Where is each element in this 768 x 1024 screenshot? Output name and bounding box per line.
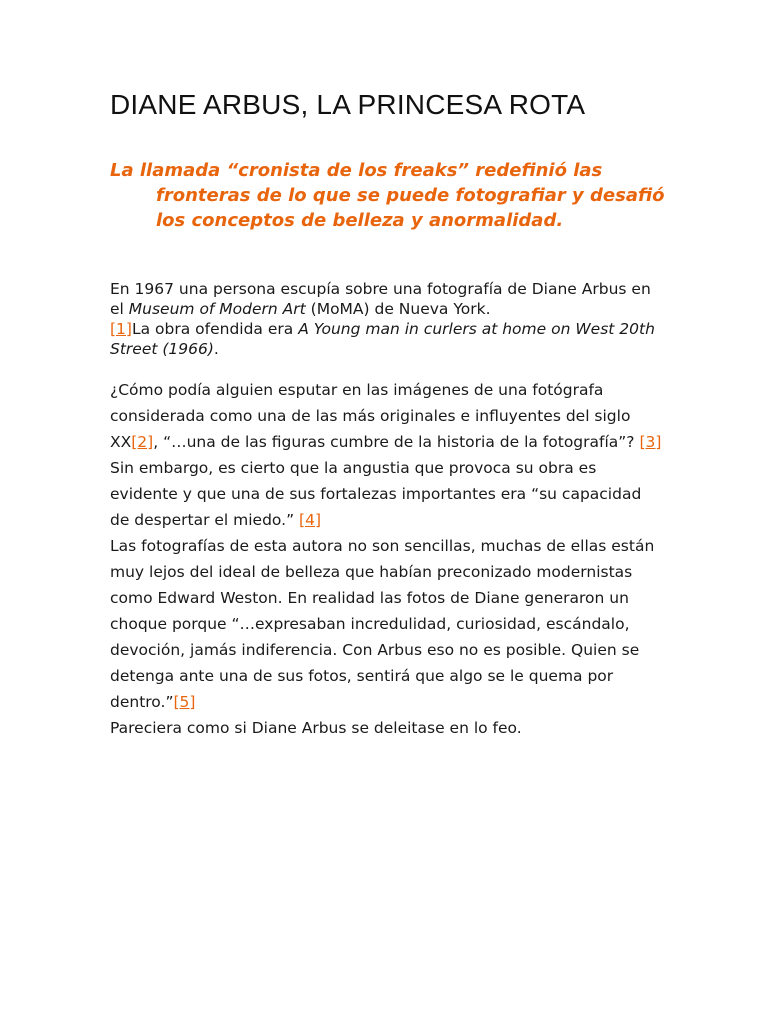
page-title: DIANE ARBUS, LA PRINCESA ROTA [110,89,586,120]
document-page [110,88,670,741]
intro-text-2: (MoMA) de Nueva York. [305,300,491,318]
body-text-5: Pareciera como si Diane Arbus se deleitase en lo feo. [110,719,522,737]
body-text-1: ¿Cómo podía alguien esputar en las imágenes de una fotógrafa considerada como una de las más originales e influyentes del siglo XX [110,381,631,451]
footnote-link-4[interactable]: [4] [299,511,321,529]
museum-name: Museum of Modern Art [128,300,306,318]
body-text-2: , “…una de las figuras cumbre de la historia de la fotografía”? [153,433,640,451]
body-text-4: Las fotografías de esta autora no son sencillas, muchas de ellas están muy lejos del ideal de belleza que habían preconizado modernistas como Edward Weston. En realidad las fotos de Diane generaron un choque porque “…expresaban incredulidad, curiosidad, escándalo, devoción, jamás indiferencia. Con Arbus eso no es posible. Quien se detenga ante una de sus fotos, sentirá que algo se le quema por dentro.” [110,537,655,711]
intro-text-3: La obra ofendida era [131,320,299,338]
intro-text-4: . [213,340,219,358]
footnote-link-5[interactable]: [5] [173,693,196,711]
intro-text-1: En 1967 una persona escupía sobre una fotografía de Diane Arbus en el [110,280,651,318]
footnote-link-2[interactable]: [2] [131,433,154,451]
body-text-3: Sin embargo, es cierto que la angustia que provoca su obra es evidente y que una de sus fortalezas importantes era “su capacidad de despertar el miedo.” [110,459,642,529]
footnote-link-1[interactable]: [1] [110,320,132,338]
intro-paragraph [110,279,662,359]
artwork-title: A Young man in curlers at home on West 20th Street (1966) [110,320,655,358]
footnote-link-3[interactable]: [3] [639,433,662,451]
subtitle: La llamada “cronista de los freaks” redefinió las fronteras de lo que se puede fotografiar y desafió los conceptos de belleza y anormalidad. [110,160,665,231]
body-paragraph [110,377,662,741]
